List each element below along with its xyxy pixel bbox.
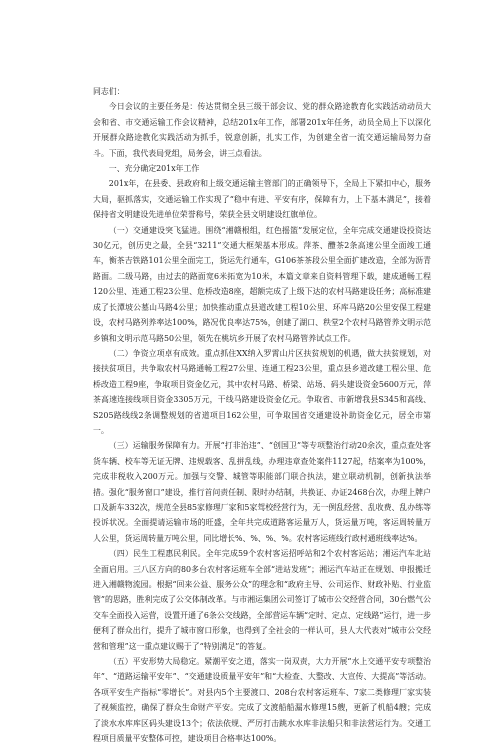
paragraph-funding-projects: （二）争资立项卓有成效。重点抓住XX纳入罗霄山片区扶贫规划的机遇，做大扶贫规划，对接扶贫项目，共争取农村马路通畅工程27公里、连通工程23公里，重点县乡道改建工程公里、危桥改造工程9座，争取项目资金亿元，其中农村马路、桥梁、站场、码头建设资金5600万元，萍茶高速连接线项目资金3305万元，干线马路建设资金亿元。争取省、市新增我县S345和高线、S205路线线2条调整规划的省道项目162公里，可争取国省交通建设补助资金亿元，居全市第一。 bbox=[93, 348, 431, 435]
paragraph-overview: 201x年，在县委、县政府和上级交通运输主管部门的正确领导下，全局上下紧扣中心，服务大局，驱抓落实，交通运输工作实现了“稳中有进、平安有序，保障有力，上下基本满足”，接着保持省文明建设先进单位荣誉称号，荣获全县文明建设红旗单位。 bbox=[93, 179, 431, 220]
paragraph-intro: 今日会议的主要任务是：传达贯彻全县三级干部会议、党的群众路途教育化实践活动动员大会和省、市交通运输工作会议精神，总结201x年工作，部署201x年任务，动员全局上下以深化开展群众路途教化实践活动为抓手，锐意创新，扎实工作，为创建全省一流交通运输局努力奋斗。下面，我代表局党组，局务会，讲三点看法。 bbox=[93, 102, 431, 158]
paragraph-livelihood-projects: （四）民生工程惠民利民。全年完成59个农村客运招呼站和2个农村客运站；湘运汽车北站全面启用。三八区方向的80多台农村客运班车全部“进站发班”；湘运汽车站正在规划、申报搬迁进入湘赣物流园。根据“回来公益、服务公众”的理念和“政府主导、公司运作、财政补贴、行业监管”的思路，胜利完成了公交体制改革。与市湘运集团公司签订了城市公交经营合同，30台燃气公交车全面投入运营，设置开通了6条公交线路，全部营运车辆“定时、定点、定线路”运行，进一步便利了群众出行，提升了城市窗口形象，也得到了全社会的一样认可，县人大代表对“城市公交经营和管理”这一重点建议赐于了“特别满足”的答复。 bbox=[93, 549, 431, 651]
salutation: 同志们： bbox=[93, 87, 125, 96]
paragraph-transport-construction: （一）交通建设突飞猛进。围绕“湘赣根组，红色摇篮”发展定位，全年完成交通建设投资达30亿元，创历史之最，全县“3211”交通大框架基本形成。萍茶、醴茶2条高速公里全面竣工通车，衡茶吉铁路101公里全面完工，货运先行通车，G106茶茶段公里全面扩建改造，全部为沥青路面。二级马路，由过去的路面宽6米拓宽为10米，本篇文章来自资料管理下载，建成通畅工程120公里、连通工程23公里、危桥改造8座，超额完成了上级下达的农村马路建设任务；高标准建成了长潭坡公墓山马路4公里；加快推动重点县道改建工程10公里、环库马路20公里安保工程建设，农村马路列养率达100%，路况优良率达75%，创建了湖口、秩堂2个农村马路管养文明示范乡镇和文明示范马路50公里，领先在桃坑乡开展了农村马路管养试点工作。 bbox=[93, 225, 431, 343]
document-body bbox=[93, 84, 431, 746]
paragraph-transport-service: （三）运输服务保障有力。开展“打非治违”、“创国卫”等专项整治行动20余次，重点查处客货车辆、校车等无证无牌、违规载客、乱拼乱线，办理违章查处案件1127起，结案率为100%，完成非税收入200万元。加强与交警、城管等职能部门联合执法，建立联动机制，创新执法举措。强化“服务窗口”建设，推行首问责任制、限时办结制，共换证、办证2468台次，办理上牌户口及新车332次，规范全县85家修理厂家和5家驾校经营行为，无一例乱经营、乱收费、乱办练等投诉状况。全面提请运输市场的旺盛，全年共完成道路客运量万人，货运量万吨，客运周转量万人公里，货运周转量万吨公里，同比增长%、%、%、%。农村客运班线行政村通班线率达%。 bbox=[93, 441, 431, 543]
paragraph-safety: （五）平安形势大局稳定。紧潮平安之道，落实一岗双责，大力开展“水上交通平安专项整治年”、“道路运输平安年”、“交通建设质量平安年”和“大检查、大整改、大宣传、大提高”等活动。各项平安生产指标“零增长”。对县内5个主要渡口、208台农村客运班车、7家二类修理厂家实装了视频监控，确保了群众生命财产平安。完成了文渡船船漏水修理15艘，更新了机船4艘；完成了淡水水库库区码头建设13个；依法依规、严厉打击跳水水库非法船只和非法营运行为。交通工程项目质量平安整体可控，建设项目合格率达100%。 bbox=[93, 657, 431, 744]
section-heading: 一、充分确定201x年工作 bbox=[108, 164, 200, 174]
